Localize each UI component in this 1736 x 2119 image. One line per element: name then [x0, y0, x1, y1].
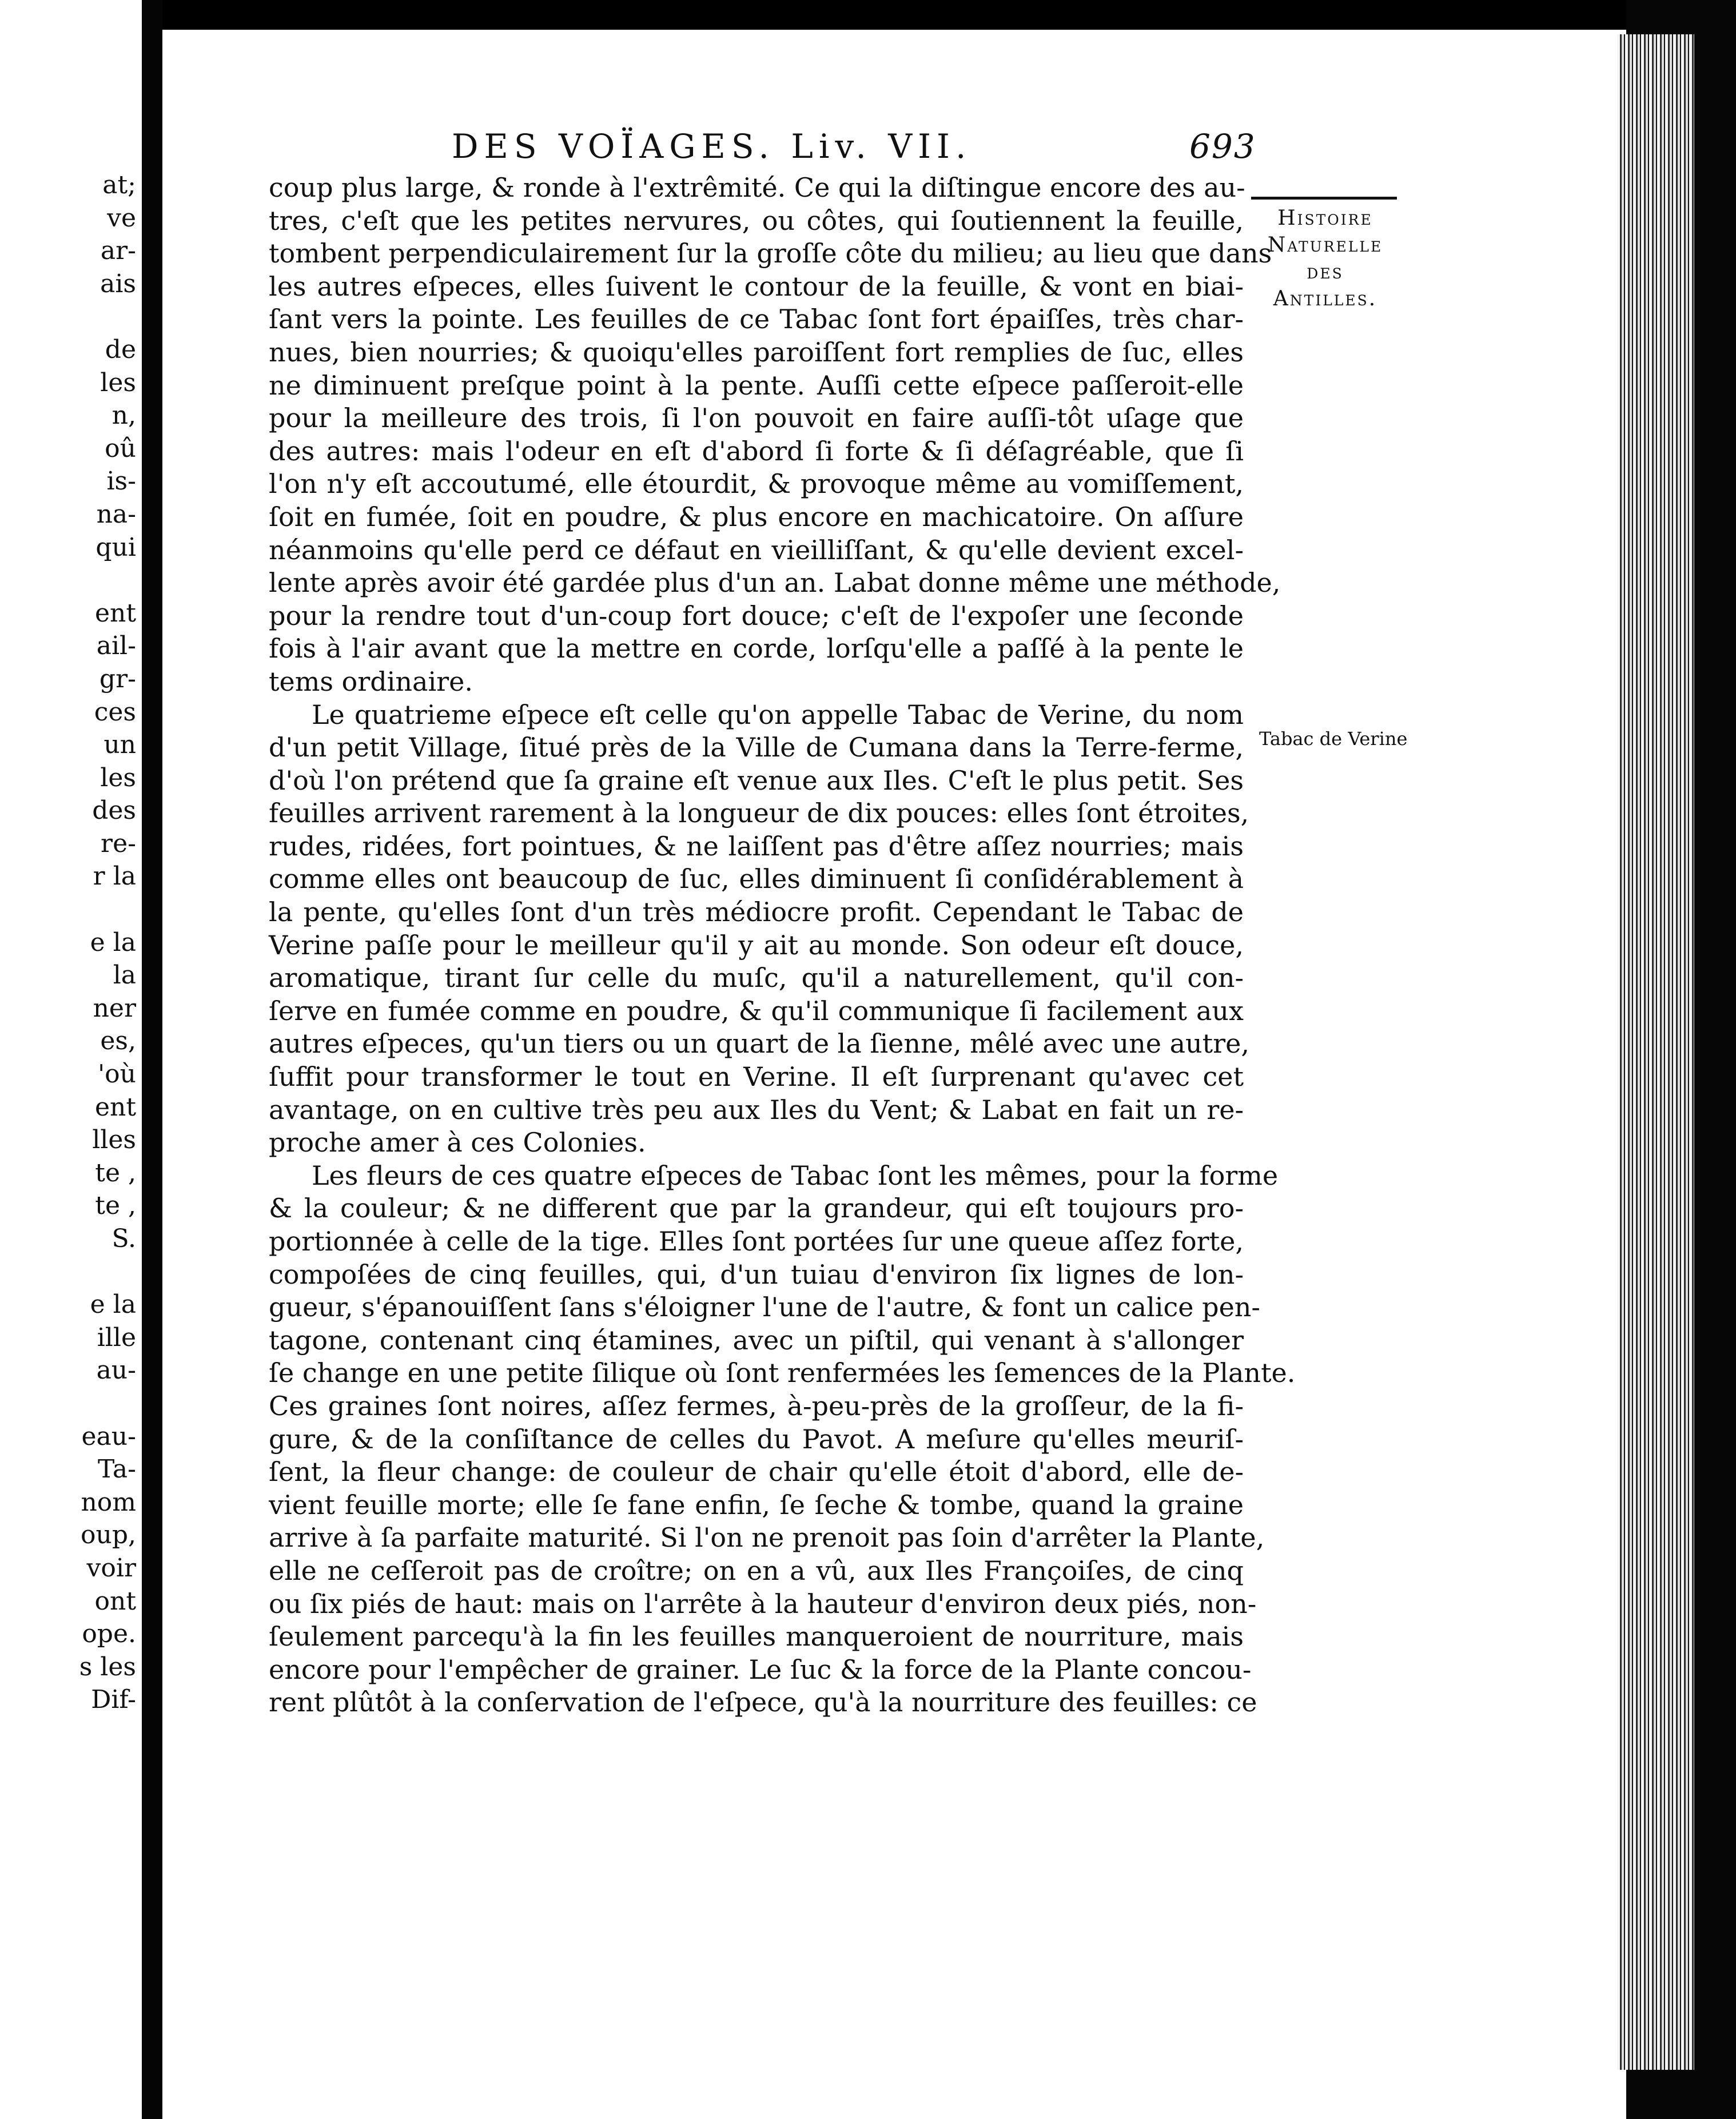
left-page-fragment: ces	[94, 697, 136, 727]
left-page-fragment: ille	[97, 1323, 136, 1352]
margin-heading-line: Antilles.	[1273, 287, 1377, 310]
left-page-fragment	[0, 564, 136, 597]
left-page-fragment: gr-	[99, 664, 136, 694]
margin-heading-line: des	[1307, 260, 1344, 284]
text-line: feuilles arrivent rarement à la longueur de dix pouces: elles ſont étroites,	[269, 798, 1249, 829]
text-line: des autres: mais l'odeur en eſt d'abord ſi forte & ſi déſagréable, que ſi	[269, 435, 1244, 467]
page-number: 693	[1189, 127, 1256, 166]
left-page-fragment: S.	[112, 1224, 136, 1253]
margin-rule	[1251, 197, 1397, 200]
left-page-fragment: na-	[96, 499, 136, 529]
text-line: l'on n'y eſt accoutumé, elle étourdit, & provoque même au vomiſſement,	[269, 468, 1244, 500]
running-head	[452, 127, 1481, 166]
text-line: néanmoins qu'elle perd ce défaut en vieilliſſant, & qu'elle devient excel-	[269, 534, 1244, 565]
left-page-fragment	[0, 1256, 136, 1289]
text-line: avantage, on en cultive très peu aux Iles du Vent; & Labat en fait un re-	[269, 1094, 1244, 1125]
text-line: autres eſpeces, qu'un tiers ou un quart de la ſienne, mêlé avec une autre,	[269, 1028, 1249, 1060]
left-page-fragment: nom	[81, 1487, 136, 1517]
text-line: ſant vers la pointe. Les feuilles de ce Tabac ſont fort épaiſſes, très char-	[269, 304, 1244, 335]
text-line: encore pour l'empêcher de grainer. Le ſuc & la force de la Plante concou-	[269, 1654, 1252, 1685]
left-page-fragment: les	[100, 368, 136, 397]
left-page-fragment: qui	[95, 532, 136, 562]
text-line: aromatique, tirant ſur celle du muſc, qu'il a naturellement, qu'il con-	[269, 962, 1244, 994]
left-page-fragment: oup,	[81, 1520, 136, 1550]
left-page-fragment: ent	[94, 1092, 136, 1122]
page-edges	[1617, 34, 1694, 2070]
text-line: ſeulement parcequ'à la fin les feuilles manqueroient de nourriture, mais	[269, 1621, 1244, 1652]
left-page-fragment: Ta-	[97, 1455, 136, 1484]
left-page-fragment: is-	[106, 467, 136, 496]
left-page-fragment: un	[103, 730, 136, 760]
text-line: lente après avoir été gardée plus d'un an. Labat donne même une méthode,	[269, 567, 1281, 599]
left-page-fragment: 'où	[98, 1060, 136, 1089]
left-page-fragment: ont	[94, 1586, 136, 1616]
text-line: rudes, ridées, fort pointues, & ne laiſſent pas d'être aſſez nourries; mais	[269, 830, 1244, 862]
left-facing-page	[0, 0, 142, 2119]
left-page-fragment: oû	[105, 433, 136, 463]
margin-heading-line: Naturelle	[1267, 233, 1383, 257]
left-page-fragment: au-	[96, 1356, 136, 1385]
left-page-fragment: re-	[101, 829, 136, 858]
left-page-fragment: te ,	[95, 1158, 136, 1188]
text-line: Le quatrieme eſpece eſt celle qu'on appelle Tabac de Verine, du nom	[312, 699, 1244, 730]
text-line: ſe change en une petite ſilique où ſont renfermées les ſemences de la Plante.	[269, 1357, 1296, 1389]
book-gutter	[142, 0, 162, 2119]
left-page-fragment: e la	[90, 927, 136, 957]
text-line: la pente, qu'elles ſont d'un très médiocre profit. Cependant le Tabac de	[269, 897, 1244, 928]
left-page-fragment	[0, 893, 136, 926]
left-page-fragment: ope.	[82, 1619, 136, 1649]
left-page-fragment: de	[105, 334, 136, 364]
text-line: portionnée à celle de la tige. Elles ſont portées ſur une queue aſſez forte,	[269, 1226, 1244, 1257]
left-page-fragment: ve	[107, 203, 136, 233]
left-page-fragment: lles	[92, 1125, 136, 1155]
text-line: elle ne ceſſeroit pas de croître; on en a vû, aux Iles Françoiſes, de cinq	[269, 1555, 1244, 1586]
text-line: arrive à ſa parfaite maturité. Si l'on ne prenoit pas ſoin d'arrêter la Plante,	[269, 1522, 1265, 1554]
text-line: tres, c'eſt que les petites nervures, ou côtes, qui ſoutiennent la feuille,	[269, 205, 1244, 236]
text-line: fois à l'air avant que la mettre en corde, lorſqu'elle a paſſé à la pente le	[269, 633, 1244, 664]
left-page-fragment: la	[113, 961, 136, 990]
left-page-fragment: s les	[79, 1652, 136, 1682]
left-page-fragment: n,	[112, 401, 136, 431]
body-text	[269, 172, 1296, 1719]
text-line: tagone, contenant cinq étamines, avec un piſtil, qui venant à s'allonger	[269, 1324, 1244, 1356]
text-line: comme elles ont beaucoup de ſuc, elles diminuent ſi conſidérablement à	[269, 863, 1244, 895]
text-line: les autres eſpeces, elles ſuivent le contour de la feuille, & vont en biai-	[269, 270, 1244, 302]
text-line: ne diminuent preſque point à la pente. Auſſi cette eſpece paſſeroit-elle	[269, 369, 1244, 401]
text-line: tems ordinaire.	[269, 666, 473, 697]
left-page-text-fragments	[0, 169, 136, 1716]
left-page-fragment: ent	[94, 598, 136, 628]
left-page-fragment: voir	[86, 1553, 136, 1583]
left-page-fragment: ar-	[100, 236, 136, 266]
text-line: ſerve en fumée comme en poudre, & qu'il communique ſi facilement aux	[269, 995, 1244, 1026]
left-page-fragment	[0, 300, 136, 333]
text-line: proche amer à ces Colonies.	[269, 1127, 646, 1158]
left-page-fragment: Dif-	[91, 1685, 136, 1715]
text-line: tombent perpendiculairement ſur la groſſe côte du milieu; au lieu que dans	[269, 238, 1272, 269]
left-page-fragment: ail-	[96, 631, 136, 661]
text-line: pour la meilleure des trois, ſi l'on pouvoit en faire auſſi-tôt uſage que	[269, 403, 1244, 434]
margin-note-tabac-de-verine: Tabac de Verine	[1259, 728, 1408, 750]
text-line: vient feuille morte; elle ſe fane enfin, ſe ſeche & tombe, quand la graine	[269, 1489, 1244, 1520]
left-page-fragment: ner	[93, 993, 136, 1023]
left-page-fragment: eau-	[81, 1421, 136, 1451]
text-line: rent plûtôt à la conſervation de l'eſpece, qu'à la nourriture des feuilles: ce	[269, 1687, 1257, 1718]
left-page-fragment: des	[92, 796, 136, 826]
text-line: ſuffit pour transformer le tout en Verine. Il eſt ſurprenant qu'avec cet	[269, 1061, 1244, 1093]
text-line: gueur, s'épanouiſſent ſans s'éloigner l'une de l'autre, & font un calice pen-	[269, 1292, 1260, 1323]
left-page-fragment: es,	[100, 1026, 136, 1056]
margin-heading-line: Histoire	[1277, 206, 1373, 230]
running-head-title: DES VOÏAGES. Liv. VII.	[452, 127, 972, 166]
text-line: gure, & de la conſiſtance de celles du Pavot. A meſure qu'elles meuriſ-	[269, 1423, 1244, 1455]
text-line: ou ſix piés de haut: mais on l'arrête à la hauteur d'environ deux piés, non-	[269, 1588, 1257, 1619]
left-page-fragment	[0, 1387, 136, 1420]
left-page-fragment: e la	[90, 1290, 136, 1320]
left-page-fragment: r la	[93, 862, 136, 891]
text-line: d'un petit Village, ſitué près de la Ville de Cumana dans la Terre-ferme,	[269, 732, 1244, 763]
text-line: ſent, la fleur change: de couleur de chair qu'elle étoit d'abord, elle de-	[269, 1456, 1244, 1488]
text-line: Les fleurs de ces quatre eſpeces de Tabac ſont les mêmes, pour la forme	[312, 1160, 1279, 1191]
text-line: nues, bien nourries; & quoiqu'elles paroiſſent fort remplies de ſuc, elles	[269, 336, 1244, 368]
left-page-fragment: ais	[100, 269, 136, 298]
text-line: & la couleur; & ne different que par la grandeur, qui eſt toujours pro-	[269, 1193, 1244, 1224]
left-page-fragment: te ,	[95, 1191, 136, 1221]
left-page-fragment: at;	[102, 170, 136, 200]
margin-heading	[1252, 205, 1398, 312]
left-page-fragment: les	[100, 763, 136, 792]
text-line: coup plus large, & ronde à l'extrêmité. Ce qui la diſtingue encore des au-	[269, 172, 1245, 203]
text-line: Verine paſſe pour le meilleur qu'il y ait au monde. Son odeur eſt douce,	[269, 929, 1244, 961]
text-line: Ces graines ſont noires, aſſez fermes, à-peu-près de la groſſeur, de la fi-	[269, 1390, 1244, 1421]
text-line: compoſées de cinq feuilles, qui, d'un tuiau d'environ ſix lignes de lon-	[269, 1258, 1244, 1290]
text-line: ſoit en fumée, ſoit en poudre, & plus encore en machicatoire. On aſſure	[269, 501, 1244, 532]
text-line: pour la rendre tout d'un-coup fort douce; c'eſt de l'expoſer une ſeconde	[269, 600, 1244, 631]
text-line: d'où l'on prétend que ſa graine eſt venue aux Iles. C'eſt le plus petit. Ses	[269, 764, 1244, 796]
